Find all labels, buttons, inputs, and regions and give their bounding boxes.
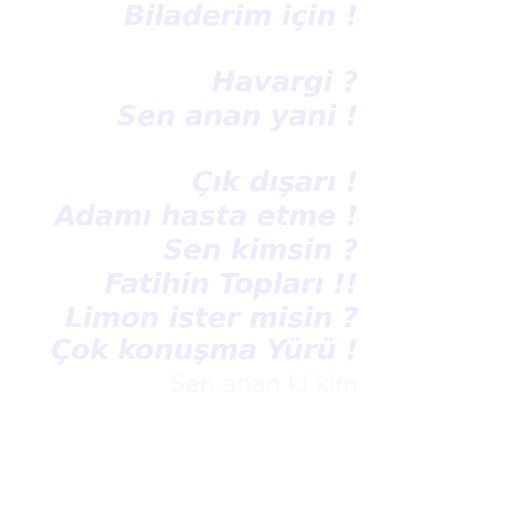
phrase-line-4: Çık dışarı ! [191,165,358,198]
phrase-line-5: Adamı hasta etme ! [54,199,358,232]
phrase-line-1: Biladerim için ! [123,0,358,32]
phrase-line-9: Çok konuşma Yürü ! [50,333,358,366]
phrase-line-2: Havargi ? [211,65,358,98]
phrase-line-6: Sen kimsin ? [163,233,358,266]
phrase-line-3: Sen anan yani ! [117,99,358,132]
phrase-line-7: Fatihin Topları !! [104,267,358,300]
phrase-line-10: Sen anan ki kim [170,370,358,398]
phrase-line-8: Limon ister misin ? [65,301,358,334]
